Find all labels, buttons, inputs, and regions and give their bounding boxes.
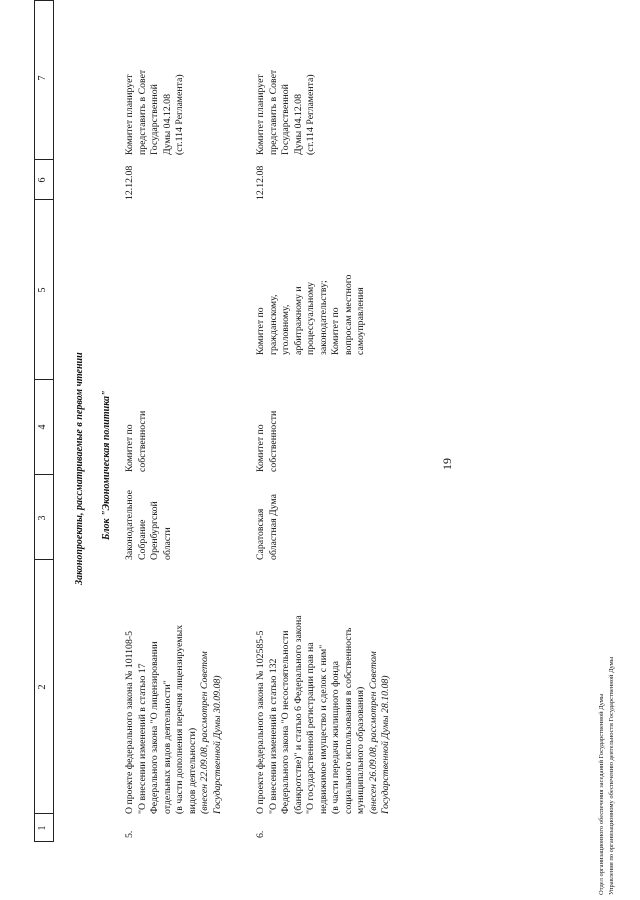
initiator-cell	[255, 494, 280, 560]
column-divider	[34, 159, 53, 160]
row-number: 6.	[255, 830, 266, 838]
column-divider	[34, 379, 53, 380]
date-cell: 12.12.08	[255, 165, 266, 200]
initiator-line: Саратовская	[255, 508, 266, 560]
bill-line: "О внесении изменений в статью 17	[136, 663, 148, 814]
co-committee-line: гражданскому,	[267, 294, 279, 355]
column-divider	[34, 0, 53, 1]
block-title: Блок "Экономическая политика"	[101, 390, 112, 540]
co-committee-line: Комитет по	[255, 307, 266, 355]
co-committees-cell	[255, 275, 368, 355]
bill-line: социального использования в собственность	[342, 627, 354, 814]
co-committee-line: уголовному,	[280, 304, 291, 355]
committee-line: Комитет по	[124, 424, 135, 472]
column-divider	[34, 841, 53, 842]
bill-line: видов деятельности)	[186, 727, 198, 814]
co-committee-line: процессуальному	[305, 281, 316, 355]
column-divider	[34, 813, 53, 814]
bill-line: О проекте федерального закона № 101108-5	[124, 631, 135, 814]
initiator-cell	[124, 490, 174, 560]
bill-line: Федерального закона "О лицензировании	[149, 641, 160, 814]
co-committee-line: арбитражному и	[292, 286, 304, 355]
bill-line: отдельных видов деятельности"	[161, 680, 173, 814]
column-number: 7	[37, 75, 48, 81]
co-committee-line: вопросам местного	[342, 274, 354, 355]
bill-cell	[124, 564, 224, 814]
bill-cell	[255, 562, 393, 814]
column-number: 3	[37, 515, 48, 521]
bill-note: (внесен 26.09.08, рассмотрен Советом	[367, 651, 379, 814]
note-line: представить в Совет	[136, 69, 148, 155]
header-row-bottom-border	[53, 0, 54, 842]
column-number: 4	[37, 424, 48, 430]
bill-note: Государственной Думы 28.10.08)	[380, 675, 391, 814]
note-line: Думы 04.12.08	[161, 94, 173, 155]
footer-line: Управления по организационному обеспечению деятельности Государственной Думы	[608, 656, 615, 895]
header-row-top-border	[34, 0, 35, 842]
column-number: 1	[37, 825, 48, 831]
bill-line: (в части передачи жилищного фонда	[330, 661, 341, 814]
bill-line: О проекте федерального закона № 102585-5	[255, 630, 266, 814]
page-number: 19	[440, 458, 454, 470]
initiator-line: Оренбургской	[149, 501, 160, 560]
bill-line: "О государственной регистрации прав на	[305, 642, 316, 814]
note-line: Государственной	[149, 84, 160, 155]
committee-line: собственности	[267, 410, 279, 472]
column-number: 6	[37, 177, 48, 183]
committee-cell	[124, 411, 149, 472]
bill-line: муниципального образования)	[355, 686, 366, 814]
bill-line: недвижимое имущество и сделок с ним"	[317, 644, 329, 814]
co-committee-line: законодательству;	[317, 280, 329, 355]
column-number: 5	[37, 287, 48, 293]
bill-note: (внесен 22.09.08, рассмотрен Советом	[199, 651, 210, 814]
note-cell	[255, 70, 318, 155]
committee-line: Комитет по	[255, 424, 266, 472]
initiator-line: Собрание	[136, 519, 148, 560]
bill-note: Государственной Думы 30.09.08)	[211, 675, 223, 814]
bill-line: (в части дополнения перечня лицензируемых	[174, 624, 185, 814]
column-divider	[34, 474, 53, 475]
initiator-line: области	[161, 527, 173, 560]
note-line: представить в Совет	[267, 69, 279, 155]
note-line: Комитет планирует	[255, 74, 266, 155]
column-divider	[34, 199, 53, 200]
note-line: Комитет планирует	[124, 74, 135, 155]
initiator-line: Законодательное	[124, 490, 135, 560]
committee-line: собственности	[136, 410, 148, 472]
note-line: (ст.114 Регламента)	[174, 74, 185, 155]
footer-line: Отдел организационного обеспечения заседаний Государственной Думы	[598, 693, 605, 895]
note-cell	[124, 70, 187, 155]
column-number: 2	[37, 684, 48, 690]
bill-line: "О внесении изменений в статью 132	[267, 658, 279, 814]
co-committee-line: Комитет по	[330, 307, 341, 355]
section-title: Законопроекты, рассматриваемые в первом чтении	[74, 352, 85, 585]
bill-line: (банкротстве)" и статью 6 Федерального закона	[292, 615, 304, 814]
co-committee-line: самоуправления	[355, 287, 366, 355]
note-line: Думы 04.12.08	[292, 94, 304, 155]
committee-cell	[255, 411, 280, 472]
bill-line: Федерального закона "О несостоятельности	[280, 630, 291, 814]
date-cell: 12.12.08	[124, 165, 135, 200]
row-number: 5.	[124, 830, 135, 838]
column-divider	[34, 559, 53, 560]
initiator-line: областная Дума	[267, 494, 279, 560]
note-line: (ст.114 Регламента)	[305, 74, 316, 155]
note-line: Государственной	[280, 84, 291, 155]
